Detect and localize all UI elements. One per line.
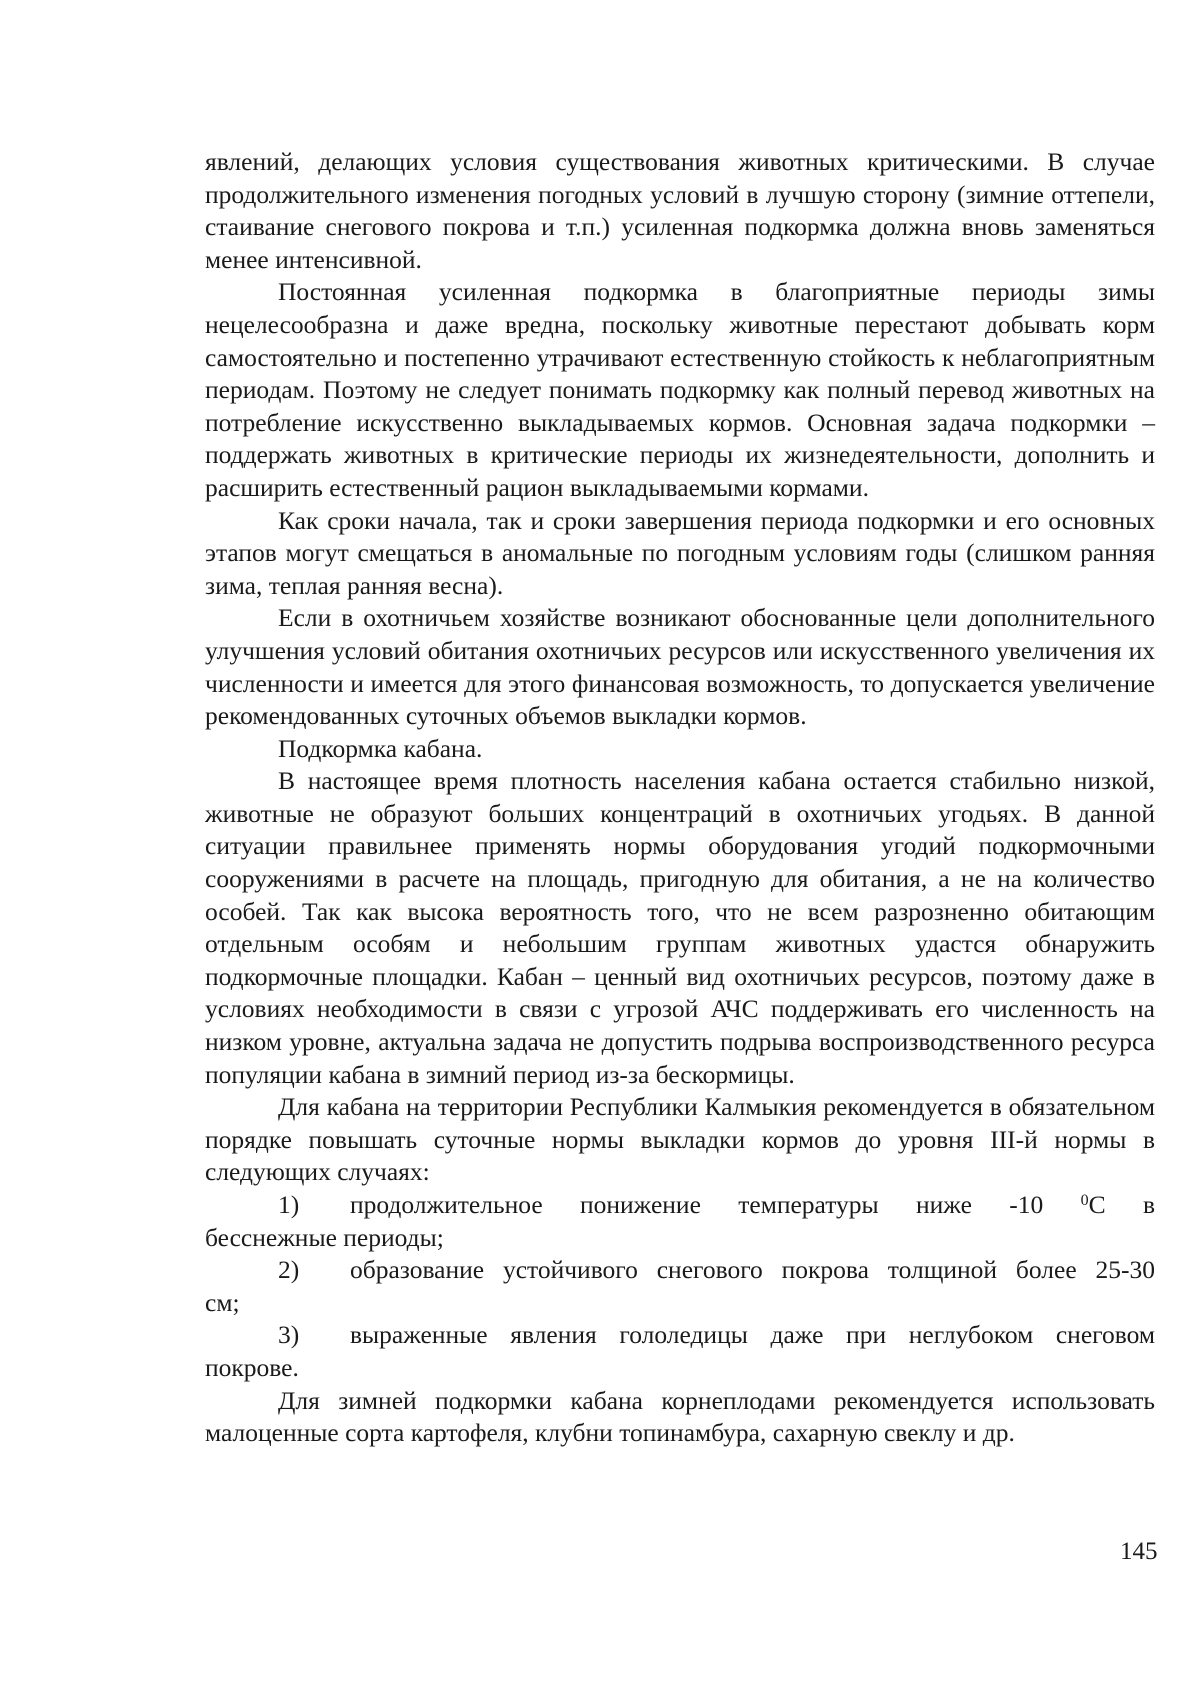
page-number: 145 [1120, 1538, 1158, 1565]
list-continuation: покрове. [205, 1352, 299, 1382]
list-number: 3) [278, 1320, 300, 1350]
list-number: 1) [278, 1190, 300, 1219]
list-text: выраженные явления гололедицы даже при неглубоком снеговом [350, 1320, 1155, 1350]
list-continuation: см; [205, 1287, 240, 1317]
list-item-3 [205, 1319, 1155, 1384]
section-heading: Подкормка кабана. [278, 733, 483, 763]
list-item-2 [205, 1254, 1155, 1319]
paragraph-6: В настоящее время плотность населения кабана остается стабильно низкой, животные не образуют больших концентраций в охотничьих угодьях. В данной ситуации правильнее применять нормы оборудования угодий подкормочными сооружениями в расчете на площадь, пригодную для обитания, а не на количество особей. Так как высока вероятность того, что не всем разрозненно обитающим отдельным особям и небольшим группам животных удастся обнаружить подкормочные площадки. Кабан – ценный вид охотничьих ресурсов, поэтому даже в условиях необходимости в связи с угрозой АЧС поддерживать его численность на низком уровне, актуальна задача не допустить подрыва воспроизводственного ресурса популяции кабана в зимний период из-за бескормицы. [205, 766, 1155, 1089]
list-number: 2) [278, 1255, 300, 1285]
paragraph-4: Если в охотничьем хозяйстве возникают обоснованные цели дополнительного улучшения условий обитания охотничьих ресурсов или искусственного увеличения их численности и имеется для этого финансовая возможность, то допускается увеличение рекомендованных суточных объемов выкладки кормов. [205, 603, 1155, 731]
paragraph-7: Для кабана на территории Республики Калмыкия рекомендуется в обязательном порядке повышать суточные нормы выкладки кормов до уровня III-й нормы в следующих случаях: [205, 1092, 1155, 1187]
list-item-1 [205, 1189, 1155, 1254]
paragraph-1: явлений, делающих условия существования животных критическими. В случае продолжительного изменения погодных условий в лучшую сторону (зимние оттепели, стаивание снегового покрова и т.п.) усиленная подкормка должна вновь заменяться менее интенсивной. [205, 147, 1155, 274]
body-text [205, 146, 1155, 1450]
paragraph-3: Как сроки начала, так и сроки завершения периода подкормки и его основных этапов могут смещаться в аномальные по погодным условиям годы (слишком ранняя зима, теплая ранняя весна). [205, 505, 1155, 600]
list-text [350, 1189, 1155, 1222]
unit-text: С в [1088, 1190, 1155, 1219]
degree-superscript: 0 [1080, 1192, 1089, 1209]
list-text-main: продолжительное понижение температуры ниже -10 [350, 1190, 1044, 1219]
paragraph-8: Для зимней подкормки кабана корнеплодами рекомендуется использовать малоценные сорта картофеля, клубни топинамбура, сахарную свеклу и др. [205, 1385, 1155, 1448]
paragraph-2: Постоянная усиленная подкормка в благоприятные периоды зимы нецелесообразна и даже вредна, поскольку животные перестают добывать корм самостоятельно и постепенно утрачивают естественную стойкость к неблагоприятным периодам. Поэтому не следует понимать подкормку как полный перевод животных на потребление искусственно выкладываемых кормов. Основная задача подкормки – поддержать животных в критические периоды их жизнедеятельности, дополнить и расширить естественный рацион выкладываемыми кормами. [205, 277, 1155, 502]
list-continuation: бесснежные периоды; [205, 1222, 444, 1252]
list-text: образование устойчивого снегового покрова толщиной более 25-30 [350, 1255, 1155, 1285]
